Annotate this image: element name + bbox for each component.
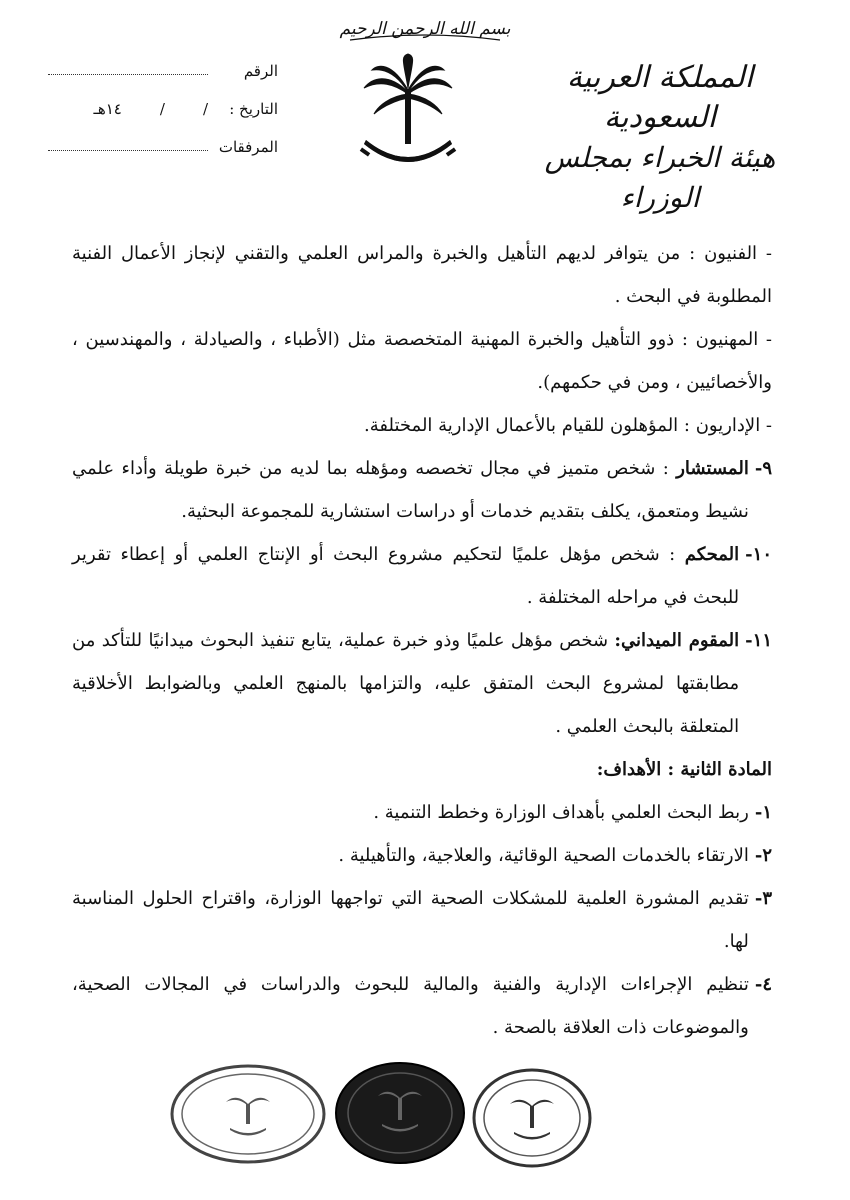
item-number: ١١- — [745, 630, 772, 651]
definition-item-10 — [72, 533, 772, 619]
organization-name — [510, 58, 810, 218]
item-number: ٩- — [754, 458, 772, 479]
palm-swords-emblem-icon — [358, 52, 458, 174]
document-body — [72, 232, 772, 1049]
date-separator: / — [202, 100, 208, 118]
definition-administrators: - الإداريون : المؤهلون للقيام بالأعمال الإدارية المختلفة. — [364, 415, 772, 436]
hijri-year-suffix: ١٤هـ — [93, 100, 122, 118]
goal-item-3 — [72, 877, 772, 963]
date-row — [48, 96, 288, 134]
item-number: ٢- — [754, 845, 772, 866]
svg-text:بسم الله الرحمن الرحيم: بسم الله الرحمن الرحيم — [339, 19, 511, 39]
item-number: ٤- — [754, 974, 772, 995]
date-value — [93, 100, 208, 118]
definition-professionals: - المهنيون : ذوو التأهيل والخبرة المهنية المتخصصة مثل (الأطباء ، والصيادلة ، والمهندسين ، والأخصائيين ، ومن في حكمهم). — [72, 329, 772, 393]
kingdom-name: المملكة العربية السعودية — [566, 60, 754, 135]
definition-item-11 — [72, 619, 772, 748]
black-ink-seal-stamp — [332, 1060, 468, 1166]
goal-item-1 — [72, 791, 772, 834]
attachments-line — [48, 150, 208, 151]
article-2-heading: المادة الثانية : الأهداف: — [596, 759, 772, 780]
goal-text: الارتقاء بالخدمات الصحية الوقائية، والعلاجية، والتأهيلية . — [338, 845, 749, 866]
ref-number-line — [48, 74, 208, 75]
goal-text: تقديم المشورة العلمية للمشكلات الصحية التي تواجهها الوزارة، واقتراح الحلول المناسبة لها. — [72, 888, 749, 952]
term-consultant: المستشار — [676, 458, 749, 479]
definition-text: شخص مؤهل علميًا وذو خبرة عملية، يتابع تنفيذ البحوث ميدانيًا للتأكد من مطابقتها لمشروع البحث المتفق عليه، والتزامها بالمنهج العلمي وبالضوابط الأخلاقية المتعلقة بالبحث العلمي . — [72, 630, 740, 737]
authority-name: هيئة الخبراء بمجلس الوزراء — [544, 141, 776, 214]
date-label: التاريخ : — [229, 100, 278, 118]
date-separator: / — [159, 100, 165, 118]
goal-text: تنظيم الإجراءات الإدارية والفنية والمالية للبحوث والدراسات في المجالات الصحية، والموضوعات ذات العلاقة بالصحة . — [72, 974, 749, 1038]
term-field-evaluator: المقوم الميداني: — [614, 630, 740, 651]
definition-text: : شخص مؤهل علميًا لتحكيم مشروع البحث أو الإنتاج العلمي أو إعطاء تقرير للبحث في مراحله المختلفة . — [72, 544, 740, 608]
attachments-label: المرفقات — [218, 138, 278, 156]
term-reviewer: المحكم — [684, 544, 740, 565]
definition-item-9 — [72, 447, 772, 533]
item-number: ١- — [754, 802, 772, 823]
document-meta — [48, 58, 288, 172]
item-number: ٣- — [754, 888, 772, 909]
ref-number-row — [48, 58, 288, 96]
attachments-row — [48, 134, 288, 172]
official-seal-stamp — [470, 1066, 594, 1170]
definition-technicians: - الفنيون : من يتوافر لديهم التأهيل والخبرة والمراس العلمي والتقني لإنجاز الأعمال الفنية المطلوبة في البحث . — [72, 243, 772, 307]
basmala-calligraphy — [330, 10, 520, 44]
definition-text: : شخص متميز في مجال تخصصه ومؤهله بما لديه من خبرة طويلة وأداء علمي نشيط ومتعمق، يكلف بتقديم خدمات أو دراسات استشارية للمجموعة البحثية. — [72, 458, 749, 522]
official-seal-stamp — [168, 1062, 328, 1166]
ref-number-label: الرقم — [243, 62, 278, 80]
goal-item-4 — [72, 963, 772, 1049]
goal-item-2 — [72, 834, 772, 877]
goal-text: ربط البحث العلمي بأهداف الوزارة وخطط التنمية . — [373, 802, 749, 823]
item-number: ١٠- — [745, 544, 772, 565]
